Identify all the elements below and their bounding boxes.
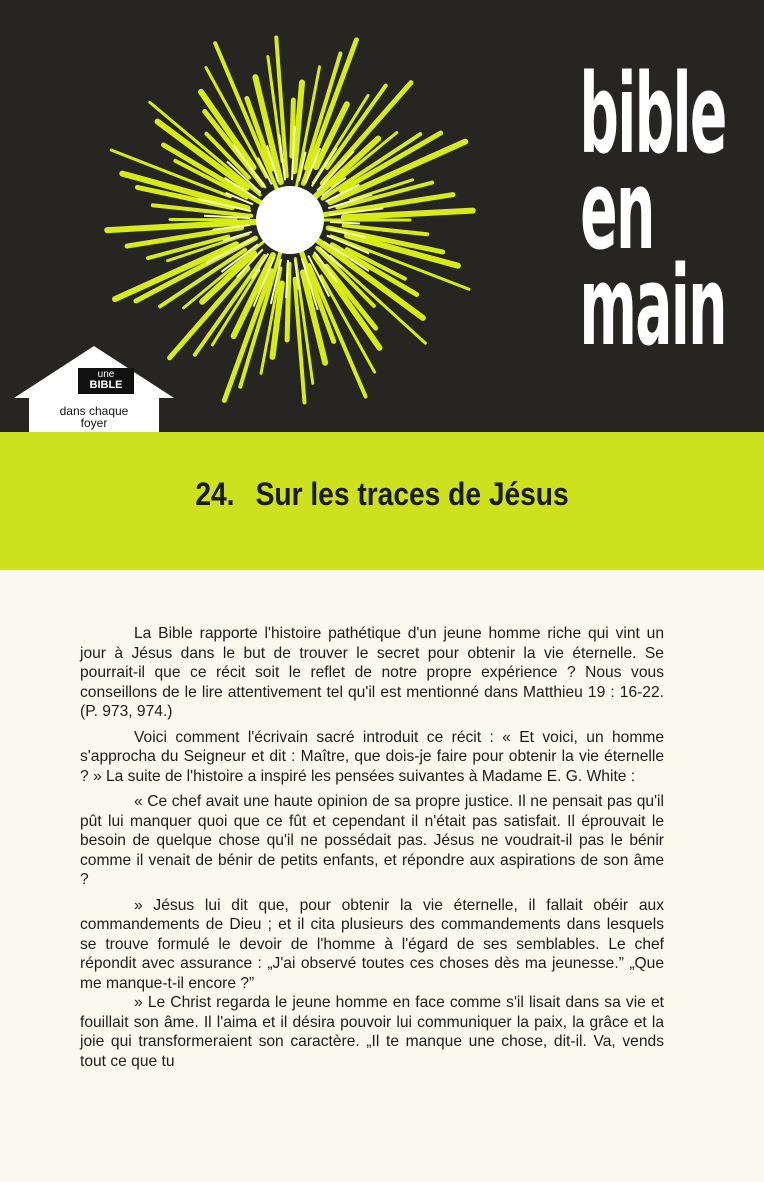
house-badge [14, 346, 174, 432]
badge-line-foyer: foyer [80, 416, 108, 430]
paragraph: La Bible rapporte l'histoire pathétique d'un jeune homme riche qui vint un jour à Jésus dans le but de trouver le secret pour obtenir la vie éternelle. Se pourrait-il que ce récit soit le reflet de notre propre expérience ? Nous vous conseillons de le lire attentivement tel qu'il est mentionné dans Matthieu 19 : 16-22. (P. 973, 974.) [80, 625, 664, 720]
wordmark-line: en [580, 146, 654, 274]
lesson-number: 24. [195, 476, 235, 512]
paragraph: Voici comment l'écrivain sacré introduit ce récit : « Et voici, un homme s'approcha du Seigneur et dit : Maître, que dois-je faire pour obtenir la vie éternelle ? » La suite de l'histoire a inspiré les pensées suivantes à Madame E. G. White : [80, 728, 664, 785]
burst-ray [158, 122, 247, 188]
burst-inner-ray [330, 222, 360, 223]
burst-center [256, 186, 324, 254]
paragraph: » Le Christ regarda le jeune homme en face comme s'il lisait dans sa vie et fouillait son âme. Il l'aima et il désira pouvoir lui communiquer la paix, la grâce et la joie qui transformeraient son caractère. „Il te manque une chose, dit-il. Va, vends tout ce que tu [80, 994, 664, 1070]
lesson-title-text: Sur les traces de Jésus [255, 476, 569, 512]
wordmark-line: main [579, 242, 726, 370]
article-body [80, 624, 664, 1077]
wordmark-line: bible [579, 50, 726, 178]
lesson-title [46, 476, 718, 513]
cover-header [0, 0, 764, 432]
badge-line-une: une [97, 369, 115, 380]
paragraph: « Ce chef avait une haute opinion de sa propre justice. Il ne pensait pas qu'il pût lui manquer quoi que ce fût et cependant il n'était pas satisfait. Il éprouvait le besoin de quelque chose qu'il ne possédait pas. Jésus ne voudrait-il pas le bénir comme il venait de bénir de petits enfants, et répondre aux aspirations de son âme ? [80, 793, 664, 888]
burst-ray [170, 268, 248, 358]
badge-line-dans-chaque: dans chaque [59, 404, 129, 418]
bible-en-main-logo [542, 50, 726, 370]
badge-line-bible: BIBLE [89, 379, 123, 391]
paragraph: » Jésus lui dit que, pour obtenir la vie éternelle, il fallait obéir aux commandements de Dieu ; et il cita plusieurs des commandements dans lesquels se trouve formulé le devoir de l'homme à l'égard de ses semblables. Le chef répondit avec assurance : „J'ai observé toutes ces choses dès ma jeunesse.” „Que me manque-t-il encore ?” [80, 896, 664, 992]
